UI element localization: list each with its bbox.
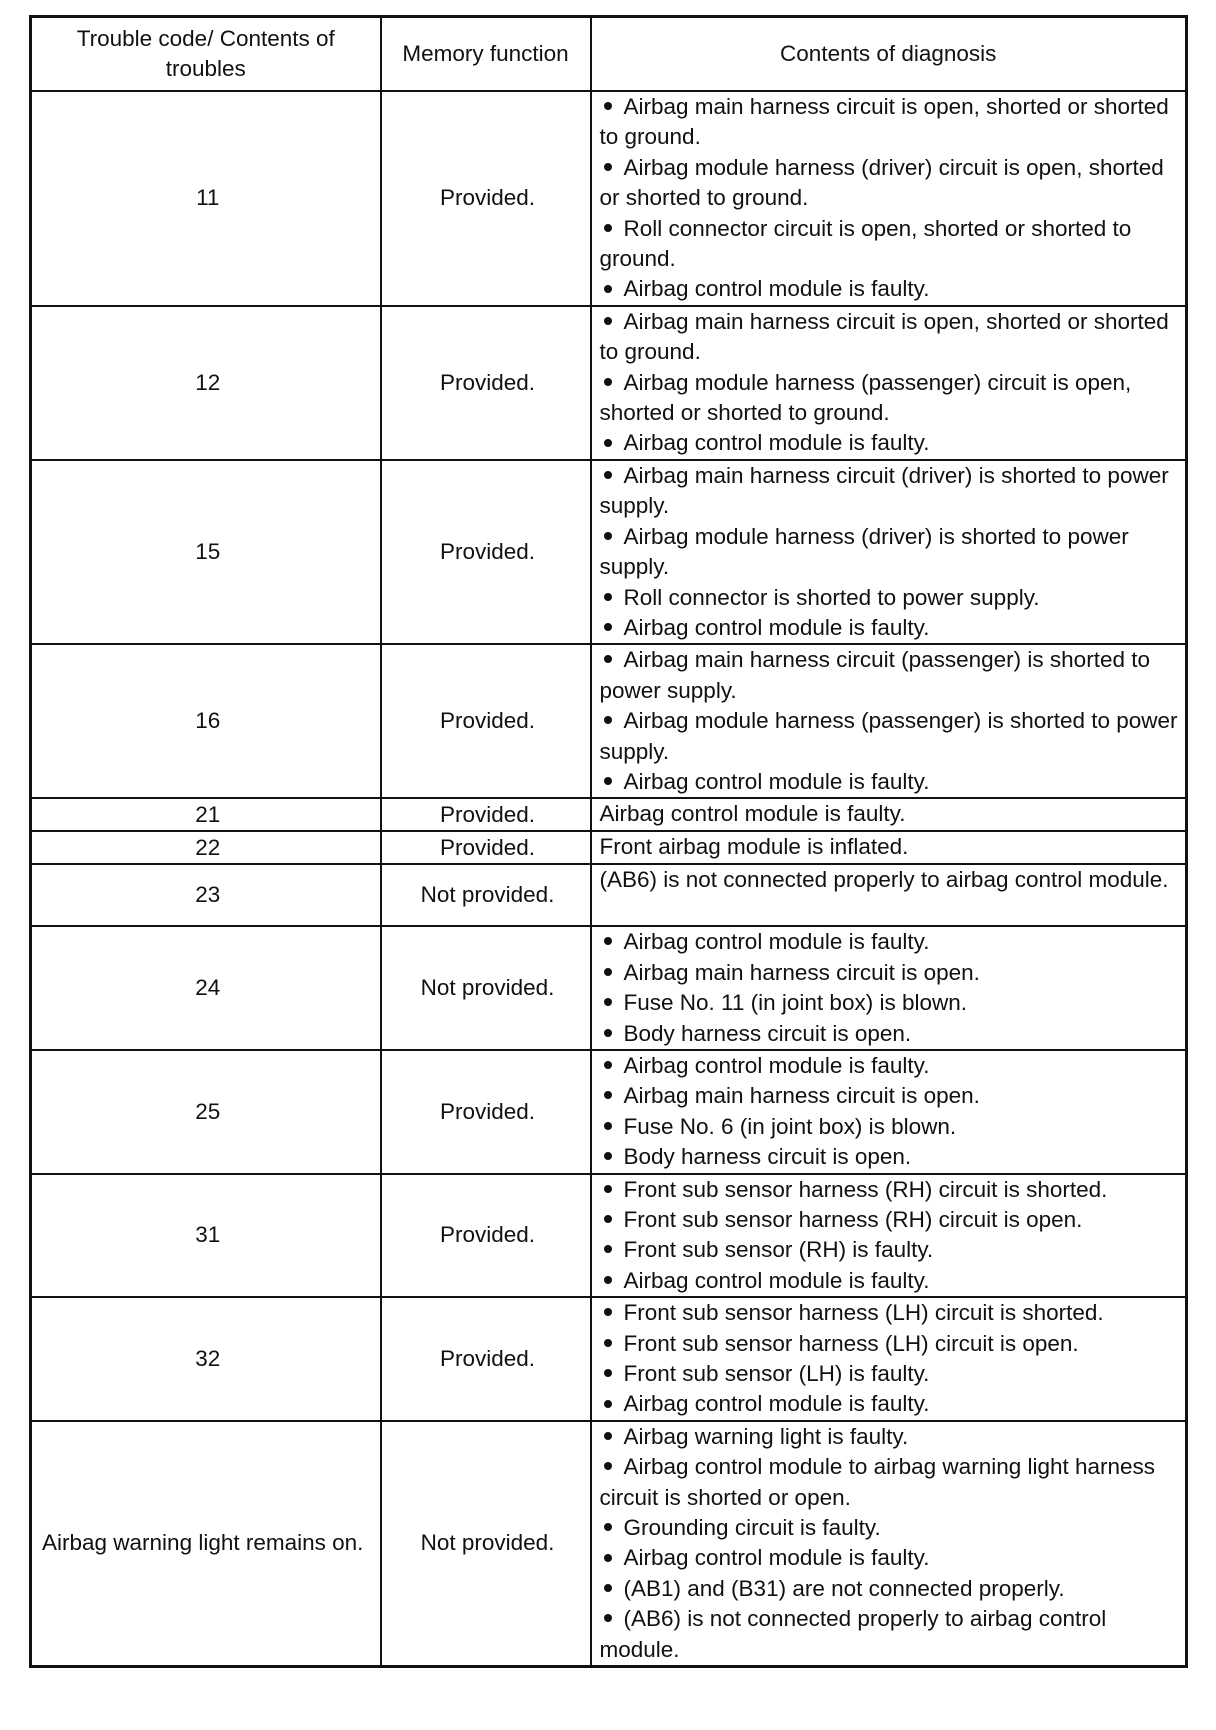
diagnosis-item: Fuse No. 6 (in joint box) is blown. — [600, 1112, 1182, 1142]
diagnosis-item: Airbag control module is faulty. — [600, 927, 1182, 957]
table-row — [31, 1050, 1187, 1174]
diagnosis-cell: Airbag control module is faulty. — [591, 798, 1187, 831]
memory-function: Provided. — [381, 1050, 591, 1174]
diagnosis-item: Airbag module harness (passenger) is shorted to power supply. — [600, 706, 1182, 767]
memory-function: Provided. — [381, 1174, 591, 1298]
diagnosis-document — [29, 15, 1185, 1668]
header-memory-function: Memory function — [381, 17, 591, 92]
trouble-code: 11 — [31, 91, 381, 306]
diagnosis-item: (AB1) and (B31) are not connected properly. — [600, 1574, 1182, 1604]
trouble-code: 23 — [31, 864, 381, 926]
diagnosis-item: Airbag main harness circuit (passenger) is shorted to power supply. — [600, 645, 1182, 706]
table-row — [31, 644, 1187, 798]
memory-function: Provided. — [381, 91, 591, 306]
diagnosis-item: Front sub sensor harness (RH) circuit is shorted. — [600, 1175, 1182, 1205]
table-row — [31, 1297, 1187, 1421]
table-row — [31, 864, 1187, 926]
table-row — [31, 926, 1187, 1050]
diagnosis-item: Airbag control module is faulty. — [600, 428, 1182, 458]
table-row — [31, 306, 1187, 460]
diagnosis-item: Front sub sensor harness (RH) circuit is open. — [600, 1205, 1182, 1235]
diagnosis-cell — [591, 460, 1187, 644]
diagnosis-cell — [591, 91, 1187, 306]
trouble-code: Airbag warning light remains on. — [31, 1421, 381, 1667]
diagnosis-item: Airbag module harness (driver) is shorted to power supply. — [600, 522, 1182, 583]
diagnosis-item: Airbag main harness circuit is open, shorted or shorted to ground. — [600, 92, 1182, 153]
diagnosis-item: Airbag control module is faulty. — [600, 1389, 1182, 1419]
diagnosis-item: Airbag main harness circuit is open. — [600, 958, 1182, 988]
memory-function: Provided. — [381, 306, 591, 460]
diagnosis-item: Roll connector is shorted to power supply. — [600, 583, 1182, 613]
trouble-code: 21 — [31, 798, 381, 831]
diagnosis-item: Airbag control module is faulty. — [600, 613, 1182, 643]
diagnosis-item: Grounding circuit is faulty. — [600, 1513, 1182, 1543]
diagnosis-item: Airbag control module is faulty. — [600, 1266, 1182, 1296]
diagnosis-item: Airbag main harness circuit is open, shorted or shorted to ground. — [600, 307, 1182, 368]
trouble-code: 32 — [31, 1297, 381, 1421]
memory-function: Provided. — [381, 831, 591, 864]
memory-function: Provided. — [381, 798, 591, 831]
diagnosis-cell — [591, 926, 1187, 1050]
diagnosis-item: Airbag control module is faulty. — [600, 767, 1182, 797]
diagnosis-item: Front sub sensor harness (LH) circuit is open. — [600, 1329, 1182, 1359]
diagnosis-item: Airbag main harness circuit (driver) is shorted to power supply. — [600, 461, 1182, 522]
diagnosis-item: Airbag main harness circuit is open. — [600, 1081, 1182, 1111]
table-row — [31, 1421, 1187, 1667]
trouble-code: 31 — [31, 1174, 381, 1298]
memory-function: Not provided. — [381, 864, 591, 926]
table-header-row — [31, 17, 1187, 92]
diagnosis-item: (AB6) is not connected properly to airbag control module. — [600, 1604, 1182, 1665]
table-row — [31, 1174, 1187, 1298]
header-trouble-code: Trouble code/ Contents of troubles — [31, 17, 381, 92]
memory-function: Provided. — [381, 644, 591, 798]
diagnosis-cell — [591, 306, 1187, 460]
memory-function: Provided. — [381, 1297, 591, 1421]
diagnosis-item: Fuse No. 11 (in joint box) is blown. — [600, 988, 1182, 1018]
diagnosis-cell: Front airbag module is inflated. — [591, 831, 1187, 864]
table-row — [31, 91, 1187, 306]
diagnosis-cell: (AB6) is not connected properly to airbag control module. — [591, 864, 1187, 926]
diagnosis-item: Body harness circuit is open. — [600, 1019, 1182, 1049]
memory-function: Not provided. — [381, 1421, 591, 1667]
trouble-code-table — [29, 15, 1188, 1668]
diagnosis-cell — [591, 1174, 1187, 1298]
diagnosis-item: Airbag control module is faulty. — [600, 1543, 1182, 1573]
diagnosis-item: Airbag control module is faulty. — [600, 1051, 1182, 1081]
diagnosis-cell — [591, 1050, 1187, 1174]
diagnosis-item: Airbag module harness (passenger) circuit is open, shorted or shorted to ground. — [600, 368, 1182, 429]
header-contents-of-diagnosis: Contents of diagnosis — [591, 17, 1187, 92]
diagnosis-item: Airbag warning light is faulty. — [600, 1422, 1182, 1452]
diagnosis-item: Front sub sensor harness (LH) circuit is shorted. — [600, 1298, 1182, 1328]
diagnosis-item: Front sub sensor (RH) is faulty. — [600, 1235, 1182, 1265]
trouble-code: 15 — [31, 460, 381, 644]
trouble-code: 12 — [31, 306, 381, 460]
diagnosis-item: Roll connector circuit is open, shorted or shorted to ground. — [600, 214, 1182, 275]
diagnosis-item: Front sub sensor (LH) is faulty. — [600, 1359, 1182, 1389]
diagnosis-cell — [591, 1297, 1187, 1421]
trouble-code: 16 — [31, 644, 381, 798]
table-row — [31, 460, 1187, 644]
diagnosis-item: Airbag module harness (driver) circuit is open, shorted or shorted to ground. — [600, 153, 1182, 214]
trouble-code: 22 — [31, 831, 381, 864]
diagnosis-item: Body harness circuit is open. — [600, 1142, 1182, 1172]
trouble-code: 25 — [31, 1050, 381, 1174]
diagnosis-item: Airbag control module to airbag warning light harness circuit is shorted or open. — [600, 1452, 1182, 1513]
diagnosis-cell — [591, 1421, 1187, 1667]
table-row — [31, 831, 1187, 864]
memory-function: Provided. — [381, 460, 591, 644]
trouble-code: 24 — [31, 926, 381, 1050]
memory-function: Not provided. — [381, 926, 591, 1050]
table-row — [31, 798, 1187, 831]
diagnosis-item: Airbag control module is faulty. — [600, 274, 1182, 304]
diagnosis-cell — [591, 644, 1187, 798]
